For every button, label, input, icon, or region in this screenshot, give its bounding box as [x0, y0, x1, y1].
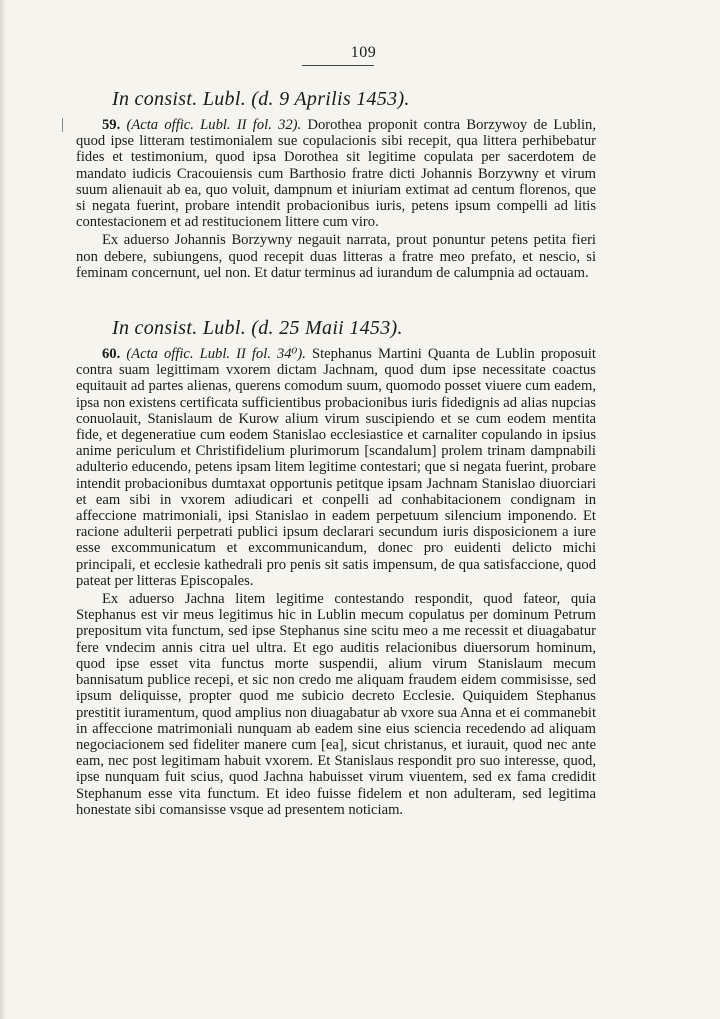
- entry-59: [76, 117, 596, 281]
- entry-paragraph: [76, 117, 596, 230]
- margin-mark: [62, 118, 63, 132]
- entry-number: 60.: [102, 346, 121, 363]
- section-spacer: [76, 281, 596, 293]
- entry-paragraph: Ex aduerso Johannis Borzywny negauit narrata, prout ponuntur petens petita fieri non debere, subiungens, quod recepit duas litteras a fratre meo prefato, et nescio, si feminam concernunt, uel non. Et datur terminus ad iurandum de calumpnia ad octauam.: [76, 232, 596, 281]
- document-page: [76, 44, 596, 818]
- entry-reference: (Acta offic. Lubl. II fol. 32).: [126, 117, 302, 133]
- entry-paragraph: [76, 346, 596, 589]
- entry-text: Dorothea proponit contra Borzywoy de Lublin, quod ipse litteram testimonialem sue copulacionis sibi recepit, qua littera perhibebatur fides et testimonium, quod ipsa Dorothea sit legitime copulata per sacerdotem de mandato iudicis Cracouiensis cum Barthosio fratre dicti Johannis Borzywny et virum suum alienauit ab ea, quo voluit, dampnum et iniuriam extimat ad centum florenos, que si negata fuerint, probare intendit probacionibus iuris, petens ipsum compelli ad litis contestacionem et ad restitucionem littere cum viro.: [76, 117, 596, 231]
- section-heading: In consist. Lubl. (d. 25 Maii 1453).: [112, 317, 403, 340]
- entry-60: [76, 346, 596, 818]
- page-number-rule: [302, 65, 374, 66]
- entry-reference: (Acta offic. Lubl. II fol. 34⁰).: [126, 346, 306, 363]
- entry-number: 59.: [102, 117, 121, 133]
- section-heading: In consist. Lubl. (d. 9 Aprilis 1453).: [112, 88, 410, 110]
- page-number: 109: [350, 44, 377, 61]
- entry-paragraph: Ex aduerso Jachna litem legitime contestando respondit, quod fateor, quia Stephanus est vir meus legitimus hic in Lublin mecum copulatus per dominum Petrum prepositum vita functum, sed ipse Stephanus sine scitu meo a me recessit et diuagabatur fere vndecim annis citra uel ultra. Et ego auditis relacionibus diuersorum hominum, quod ipse esset vita functus morte suspendii, alium virum Stanislaum mecum bannisatum publice recepi, et sic non credo me aliquam fraudem eidem commisisse, sed ipsum deliquisse, propter quod me subicio decreto Ecclesie. Quiquidem Stephanus prestitit iuramentum, quod amplius non diuagabatur ab vxore sua Anna et ei commanebit in affeccione matrimoniali nunquam ab eadem sine eius sciencia recedendo ad aliquam negociacionem sed fideliter manere cum [ea], sicut christanus, et iurauit, quod nec ante eam, nec post legitimam habuit vxorem. Et Stanislaus respondit pro suo interesse, quod, ipse nunquam fuit scius, quod Jachna habuisset virum viuentem, sed ex fama credidit Stephanum esse vita functum. Et ideo fuisse fidelem et non adulteram, sed legitima honestate sibi comansisse vsque ad presentem noticiam.: [76, 591, 596, 818]
- entry-text: Stephanus Martini Quanta de Lublin proposuit contra suam legittimam vxorem dictam Jachnam, quod dum ipse necessitate coactus equitauit ad partes alienas, querens comodum suum, quomodo posset viuere cum eadem, ipsa non existens certificata sufficientibus probacionibus iuris fidedignis ad alias nupcias conuolauit, Stanislaum de Kurow alium virum suscipiendo et se cum eodem mentita fide, et degeneratiue cum eodem Stanislao ecclesiastice et carnaliter copulando in ipsius anime periculum et Christifidelium plurimorum [scandalum] prolem trinam dampnabili adulterio educendo, petens ipsam litem legitime contestari; que si negata fuerint, probare intendit probacionibus dumtaxat opportunis petitque ipsam Jachnam Stanislao diuorciari et eam sibi in vxorem adiudicari et conpelli ad conhabitacionem condignam in affeccione matrimoniali, ipsi Stanislao in eadem perpetuum silencium imponendo. Et racione adulterii perpetrati publici ipsum declarari secundum iuris disposicionem a iure esse excommunicatum et excommunicandum, donec pro euidenti delicto michi principali, et ecclesie kathedrali pro penis sit satis impensum, de qua satisfaccione, quod pateat per litteras Episcopales.: [76, 346, 596, 589]
- scan-edge-shadow: [0, 0, 6, 1019]
